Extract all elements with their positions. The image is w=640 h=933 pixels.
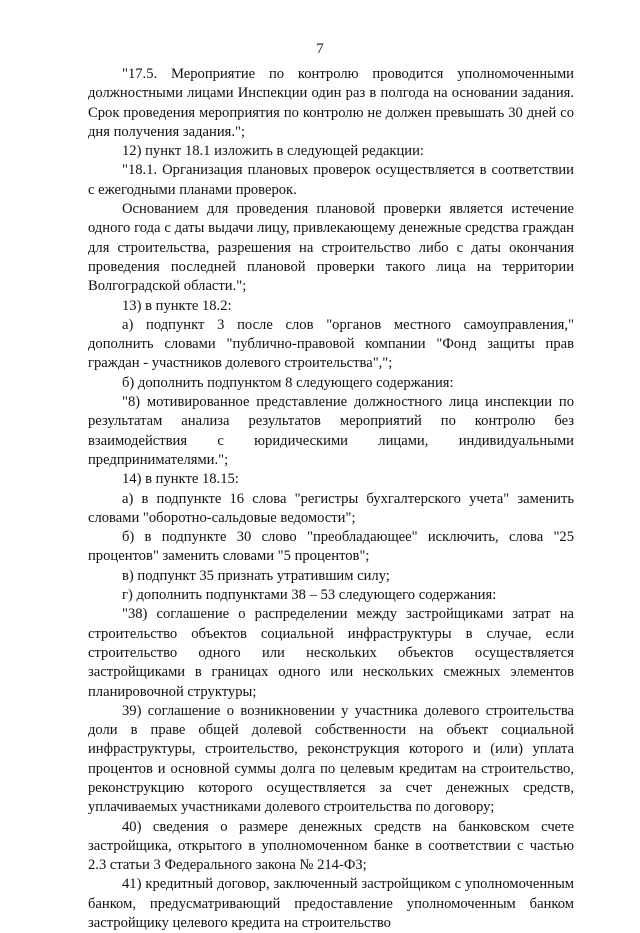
paragraph-14-b: б) в подпункте 30 слово "преобладающее" исключить, слова "25 процентов" заменить словами "5 процентов";	[88, 529, 574, 565]
paragraph-18-1: "18.1. Организация плановых проверок осуществляется в соответствии с ежегодными планами проверок.	[88, 162, 574, 198]
paragraph-subitem-41: 41) кредитный договор, заключенный застройщиком с уполномоченным банком, предусматривающий предоставление уполномоченным банком застройщику целевого кредита на строительство	[88, 876, 574, 932]
paragraph-item-13: 13) в пункте 18.2:	[122, 297, 232, 314]
paragraph-14-a: а) в подпункте 16 слова "регистры бухгалтерского учета" заменить словами "оборотно-сальдовые ведомости";	[88, 490, 574, 526]
paragraph-17-5: "17.5. Мероприятие по контролю проводится уполномоченными должностными лицами Инспекции один раз в полгода на основании задания. Срок проведения мероприятия по контролю не должен превышать 30 дней со дня получения задания.";	[88, 66, 574, 140]
paragraph-item-14: 14) в пункте 18.15:	[122, 471, 239, 488]
paragraph-14-g: г) дополнить подпунктами 38 – 53 следующего содержания:	[122, 587, 497, 604]
document-body	[88, 65, 574, 933]
paragraph-item-12: 12) пункт 18.1 изложить в следующей редакции:	[122, 143, 424, 160]
paragraph-subitem-38: "38) соглашение о распределении между застройщиками затрат на строительство объектов социальной инфраструктуры в случае, если строительство одного или нескольких объектов осуществляется застройщиками в границах одного или нескольких смежных элементов планировочной структуры;	[88, 606, 574, 700]
paragraph-13-b: б) дополнить подпунктом 8 следующего содержания:	[122, 374, 454, 391]
paragraph-14-v: в) подпункт 35 признать утратившим силу;	[122, 567, 390, 584]
paragraph-subitem-40: 40) сведения о размере денежных средств на банковском счете застройщика, открытого в уполномоченном банке в соответствии с частью 2.3 статьи 3 Федерального закона № 214-ФЗ;	[88, 818, 574, 874]
paragraph-basis-inspection: Основанием для проведения плановой проверки является истечение одного года с даты выдачи лицу, привлекающему денежные средства граждан для строительства, разрешения на строительство либо с даты окончания проведения последней плановой проверки такого лица на территории Волгоградской области.";	[88, 201, 574, 295]
paragraph-subitem-8: "8) мотивированное представление должностного лица инспекции по результатам анализа результатов мероприятий по контролю без взаимодействия с юридическими лицами, индивидуальными предпринимателями.";	[88, 394, 574, 468]
paragraph-13-a: а) подпункт 3 после слов "органов местного самоуправления," дополнить словами "публично-правовой компании "Фонд защиты прав граждан - участников долевого строительства",";	[88, 316, 574, 372]
page-number: 7	[316, 41, 324, 57]
paragraph-subitem-39: 39) соглашение о возникновении у участника долевого строительства доли в праве общей долевой собственности на объект социальной инфраструктуры, строительство, реконструкция которого и (или) уплата процентов и основной суммы долга по целевым кредитам на строительство, реконструкцию которого осуществляется за счет денежных средств, уплачиваемых участниками долевого строительства по договору;	[88, 702, 574, 816]
